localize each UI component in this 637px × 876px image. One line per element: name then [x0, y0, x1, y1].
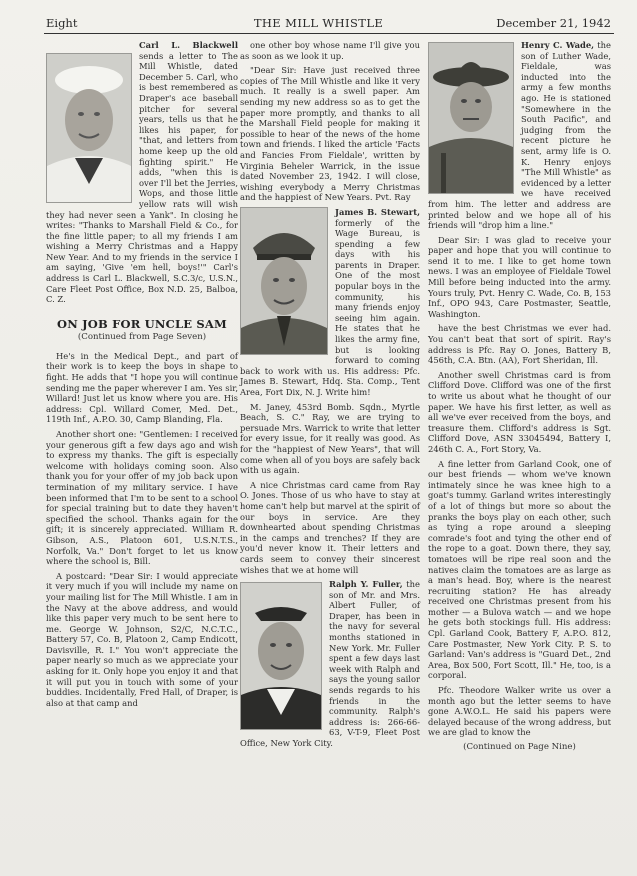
section-title: ON JOB FOR UNCLE SAM	[57, 316, 227, 331]
wade-body: the son of Luther Wade, Fieldale, was inducted into the army a few months ago. He is stationed "Somewhere in the South Pacific", and judging from the recent picture he sent, army life is O. K. Henry enjoys "The Mill Whistle" as evidenced by a letter we have received from him. The letter and address are printed below and we hope all of his friends will "drop him a line."	[428, 40, 612, 231]
wade-name: Henry C. Wade,	[521, 40, 595, 50]
blackwell-photo	[46, 53, 132, 203]
masthead-title: THE MILL WHISTLE	[253, 16, 384, 30]
jones-paragraph: A nice Christmas card came from Ray O. Jones. Those of us who have to stay at home can't help but marvel at the spirit of our boys in service. Are they downhearted about spending Christmas in the camps and trenches? If they are you'd never know it. Their letters and cards seem to convey their sincerest wishes that we at home will	[240, 479, 420, 575]
cook-paragraph: A fine letter from Garland Cook, one of our best friends — whom we've known intimately since he was knee high to a goat's tummy. Garland writes interestingly of a lot of things but more so about the pranks the boys play on each other, such as tying a rope around a sleeping comrade's foot and tying the other end of the rope to a goat. Down there, they say, tomatoes will be ripe real soon and the natives claim the tomatoes are as large as a man's head. Boy, where is the nearest recruiting station? He has already received one Christmas present from his mother — a Bulova watch — and we hope he gets both stockings full. His address: Cpl. Garland Cook, Battery F, A.P.O. 812, Care Postmaster, New York City. P. S. to Garland: Van's address is "Guard Det., 2nd Area, Box 500, Fort Scott, Ill." He, too, is a corporal.	[428, 458, 611, 681]
blackwell-body: sends a letter to The Mill Whistle, dated December 5. Carl, who is best remembered as Draper's ace baseball pitcher for several years, tells us that he likes his paper, for "that, and letters from home keep up the old fighting spirit." He adds, "when this is over I'll bet the Jerries, Wops, and those little yellow rats will wish they had never seen a Yank". In closing he writes: "Thanks to Marshall Field & Co., for the fine little paper; to all my friends I am wishing a Merry Christmas and a Happy New Year. And to my friends in the service I am saying, 'Give 'em hell, boys!'" Carl's address is Carl L. Blackwell, S.C.3/c, U.S.N., Care Fleet Post Office, Box N.D. 25, Balboa, C. Z.	[46, 50, 238, 305]
walker-paragraph: Pfc. Theodore Walker write us over a month ago but the letter seems to have gone A.W.O.L. He said his papers were delayed because of the wrong address, but we are glad to know the	[428, 685, 611, 738]
janey-letter: "Dear Sir: Have just received three copies of The Mill Whistle and like it very much. It really is a swell paper. Am sending my new address so as to get the paper more promptly, and thanks to all the Marshall Field people for making it possible to hear of the news of the home town and friends. I liked the article 'Facts and Fancies From Fieldale', written by Virginia Beheler Warrick, in the issue dated November 23, 1942. I will close, wishing everybody a Merry Christmas and the happiest of New Years. Pvt. Ray	[240, 65, 420, 203]
issue-date: December 21, 1942	[496, 16, 611, 30]
fuller-name: Ralph Y. Fuller,	[329, 579, 403, 590]
column-3	[428, 40, 611, 761]
soldier-portrait-icon	[429, 43, 513, 193]
stewart-body: formerly of the Wage Bureau, is spending a few days with his parents in Draper. One of the most popular boys in the community, his many friends enjoy seeing him again. He states that he likes the army fine, but is looking forward to coming back to work with us. His address: Pfc. James B. Stewart, Hdq. Sta. Comp., Tent Area, Fort Dix, N. J. Write him!	[240, 217, 420, 397]
section-subtitle: (Continued from Page Seven)	[77, 331, 207, 342]
col2-paragraph-3: M. Janey, 453rd Bomb. Sqdn., Myrtle Beach, S. C." Ray, we are trying to persuade Mrs. Warrick to write that letter for every issue, for it really was good. As for the "happiest of New Years", that will come when all of you boys are safely back with us again.	[240, 401, 420, 476]
dove-paragraph: Another swell Christmas card is from Clifford Dove. Clifford was one of the first to write us about what he thought of our paper. We have his first letter, as well as all we've ever received from the boys, and treasure them. Clifford's address is Sgt. Clifford Dove, ASN 33045494, Battery I, 246th C. A., Fort Story, Va.	[428, 369, 611, 454]
column-1	[46, 40, 238, 712]
continued-note: (Continued on Page Nine)	[463, 742, 576, 752]
stewart-name: James B. Stewart,	[335, 206, 420, 217]
col2-paragraph-1: one other boy whose name I'll give you as soon as we look it up.	[240, 40, 420, 61]
wade-photo	[428, 42, 514, 194]
page-header	[0, 16, 637, 34]
blackwell-name: Carl L. Blackwell	[139, 40, 238, 50]
page-number: Eight	[46, 16, 78, 30]
wade-letter: Dear Sir: I was glad to receive your paper and hope that you will continue to send it to me. I like to get home town news. I was an employee of Fieldale Towel Mill before being inducted into the army. Yours truly, Pvt. Henry C. Wade, Co. B, 153 Inf., OPO 943, Care Postmaster, Seattle, Washington.	[428, 234, 611, 319]
column-2	[240, 40, 420, 753]
sailor-portrait-icon	[241, 583, 321, 729]
fuller-body: the son of Mr. and Mrs. Albert Fuller, of Draper, has been in the navy for several months stationed in New York. Mr. Fuller spent a few days last week with Ralph and says the young sailor sends regards to his friends in the community. Ralph's address is: 266-66-63, V-T-9, Fleet Post Office, New York City.	[240, 579, 420, 748]
soldier-portrait-icon	[241, 208, 327, 354]
gibson-paragraph: Another short one: "Gentlemen: I received your generous gift a few days ago and wish to express my thanks. The gift is especially welcome with holidays coming soon. Also thank you for your offer of my job back upon termination of my military service. I have been informed that I'm to be sent to a school for special training but to date they haven't specified the school. Thanks again for the gift; it is sincerely appreciated. William R. Gibson, A.S., Platoon 601, U.S.N.T.S., Norfolk, Va." Don't forget to let us know where the school is, Bill.	[46, 429, 238, 567]
johnson-paragraph: A postcard: "Dear Sir: I would appreciate it very much if you will include my name on your mailing list for The Mill Whistle. I am in the Navy at the above address, and would like this paper very much to be sent here to me. George W. Johnson, S2/C, N.C.T.C., Battery 57, Co. B, Platoon 2, Camp Endicott, Davisville, R. I." You won't appreciate the paper nearly so much as we appreciate your asking for it. Only hope you enjoy it and that it will put you in touch with some of your buddies. Incidentally, Fred Hall, of Draper, is also at that camp and	[46, 570, 238, 708]
jones-address-paragraph: have the best Christmas we ever had. You can't beat that sort of spirit. Ray's address is Pfc. Ray O. Jones, Battery B, 456th, C.A. Btn. (AA), Fort Sheridan, Ill.	[428, 323, 611, 366]
fuller-photo	[240, 582, 322, 730]
sailor-portrait-icon	[47, 54, 131, 202]
comer-paragraph: He's in the Medical Dept., and part of their work is to keep the boys in shape to fight. He adds that "I hope you will continue sending me the paper wherever I am. Yes sir, Willard! Just let us know where you are. His address: Cpl. Willard Comer, Med. Det., 119th Inf., A.P.O. 30, Camp Blanding, Fla.	[46, 350, 238, 425]
stewart-photo	[240, 207, 328, 355]
header-rule	[44, 33, 614, 34]
